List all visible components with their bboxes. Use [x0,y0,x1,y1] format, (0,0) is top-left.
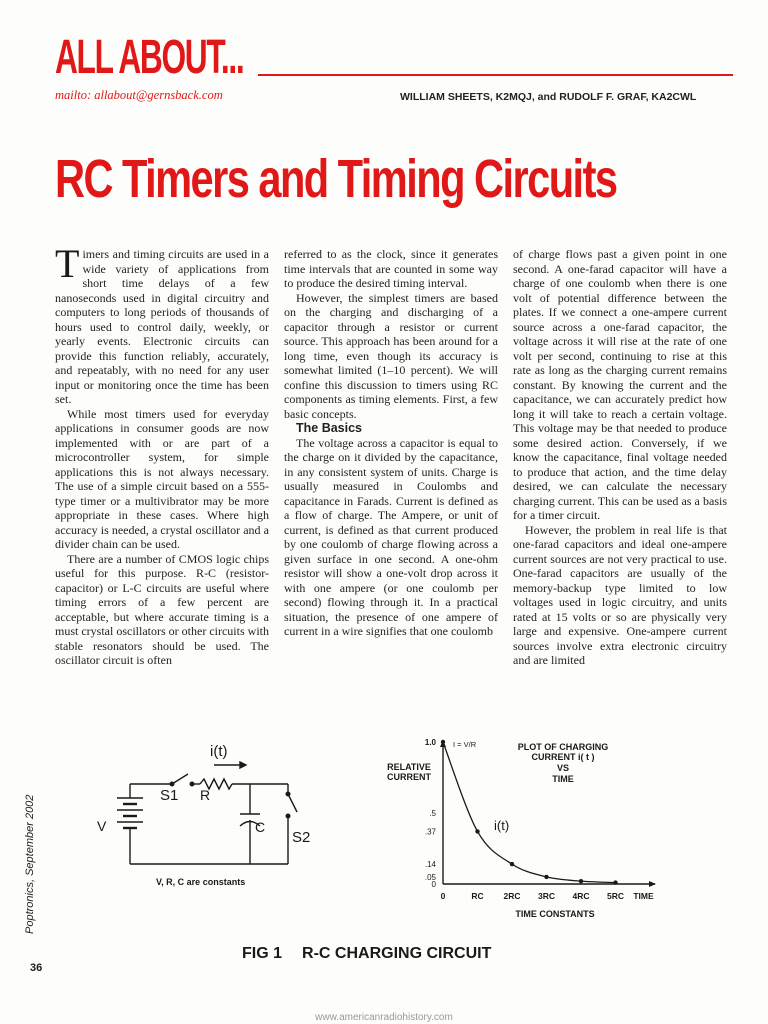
section-title: ALL ABOUT... [55,31,244,84]
paragraph-text: imers and timing circuits are used in a wide variety of applications from short time delays of a few nanoseconds used in digital circuitry and computers to long periods of thousands of hours used to control daily, weekly, or yearly events. Electronic circuits can provide this function reliably, accurately, and repeatably, with no need for any user input or monitoring once the time has been set. [55,247,269,406]
current-label: i(t) [210,743,228,760]
axis-arrow-icon [649,881,656,887]
author-byline: WILLIAM SHEETS, K2MQJ, and RUDOLF F. GRAF, KA2CWL [400,91,697,103]
footer-url[interactable]: www.americanradiohistory.com [315,1012,453,1023]
contact-email[interactable]: mailto: allabout@gernsback.com [55,88,223,102]
plot-title-line: VS [556,763,570,773]
text-column-2 [284,247,498,639]
y-tick-label: .5 [429,809,436,818]
data-point [613,880,617,884]
text-column-1 [55,241,269,668]
y-tick-label: .14 [424,860,436,870]
x-tick-label: 3RC [537,891,556,901]
charging-current-plot [387,738,656,919]
x-tick-label: 0 [440,891,446,901]
data-point [579,879,583,883]
drop-cap: T [55,241,80,286]
x-axis-label: TIME CONSTANTS [515,909,595,919]
data-point [510,862,514,866]
paragraph: of charge flows past a given point in one second. A one-farad capacitor will have a charge of one coulomb when there is one volt of potential difference between the plates. If we connect a one-ampere current source across a one-farad capacitor, the voltage across it will rise at the rate of one volt per second, continuing to rise at this rate as long as the charging current remains constant. By knowing the current and the capacitance, we can accurately predict how long it will take to reach a certain voltage. This voltage may be that needed to produce some desired action. Conversely, if we know the capacitance, final voltage needed to produce that action, and the time delay desired, we can calculate the necessary charging current. This can be used as a basis for a timer circuit. [513,247,727,522]
x-tick-label: RC [471,891,484,901]
plot-title-line: PLOT OF CHARGING [517,742,609,752]
circuit-diagram [117,762,297,864]
plot-title-line: TIME [552,774,574,784]
paragraph: The voltage across a capacitor is equal to the charge on it divided by the capacitance, in any consistent system of units. Charge is usually measured in Coulombs and capacitance in Farads. Current is defined as a flow of charge. The Ampere, or unit of current, is defined as that current produced by one coulomb of charge flowing across a given surface in one second. A one-ohm resistor will show a one-volt drop across it with one ampere (or one coulomb per second) flowing through it. In a practical situation, the presence of one ampere of current in a wire signifies that one coulomb [284,435,498,638]
data-point [475,829,479,833]
page-number: 36 [30,962,43,974]
x-tick-label: 4RC [572,891,590,901]
y-axis-label-line: CURRENT [387,772,431,782]
resistor-label: R [200,787,211,803]
paragraph: There are a number of CMOS logic chips useful for this purpose. R-C (resistor-capacitor) or L-C circuits are useful where timing errors of a few percent are acceptable, but where accurate timing is a must crystal oscillators or other circuits with stable resonators should be used. The oscillator circuit is often [55,551,269,667]
curve-label: i(t) [494,818,510,833]
x-tick-label: TIME [633,891,654,901]
publication-side-label: Poptronics, September 2002 [24,794,36,934]
data-point [544,875,548,879]
switch-s2-label: S2 [292,829,311,846]
figure-caption-text: R-C CHARGING CIRCUIT [302,945,492,962]
series-line-i-t [443,742,616,883]
y-tick-label: .37 [424,827,436,837]
subheading: The Basics [296,421,363,435]
capacitor-label: C [255,819,266,835]
arrow-head-icon [240,762,246,768]
paragraph: However, the simplest timers are based on the charging and discharging of a capacitor through a resistor or current source. This approach has been around for a long time, even though its accuracy is somewhat limited (1–10 percent). We will confine this discussion to timers using RC components as timing elements. First, a few basic concepts. [284,290,498,421]
figure-number: FIG 1 [242,945,283,962]
plot-top-label: I = V/R [453,740,477,749]
y-tick-label: 1.0 [424,738,436,747]
figure-caption [242,945,491,963]
y-tick-label: 0 [431,880,436,889]
voltage-label: V [97,818,107,834]
text-column-3 [513,247,727,668]
x-tick-label: 2RC [503,891,521,901]
article-title: RC Timers and Timing Circuits [55,149,617,209]
paragraph: referred to as the clock, since it generates time intervals that are counted in some way to produce the desired timing interval. [284,247,498,290]
x-tick-label: 5RC [606,891,625,901]
circuit-note: V, R, C are constants [156,877,246,887]
plot-title-line: CURRENT i( t ) [531,752,595,762]
switch-s1 [172,774,188,784]
paragraph: However, the problem in real life is that one-farad capacitors and ideal one-ampere current sources are not very practical to use. One-farad capacitors are usually of the memory-backup type limited to low voltages used in logic circuitry, and units rated at 15 volts or so are physically very large and expensive. One-ampere current sources involve extra electronic circuitry and are limited [513,522,727,667]
y-tick-label: .05 [424,872,436,882]
y-axis-label-line: RELATIVE [387,762,431,772]
switch-s1-label: S1 [160,787,179,804]
data-point [441,740,445,744]
header-rule [258,74,733,76]
switch-s2 [288,794,297,812]
paragraph: While most timers used for everyday applications in consumer goods are now implemented with or are part of a microcontroller system, for simple applications this is not always necessary. The use of a simple circuit based on a 555-type timer or a multivibrator may be more appropriate in these cases. Where high accuracy is needed, a crystal oscillator and a divider chain can be used. [55,406,269,551]
paragraph [55,241,269,407]
